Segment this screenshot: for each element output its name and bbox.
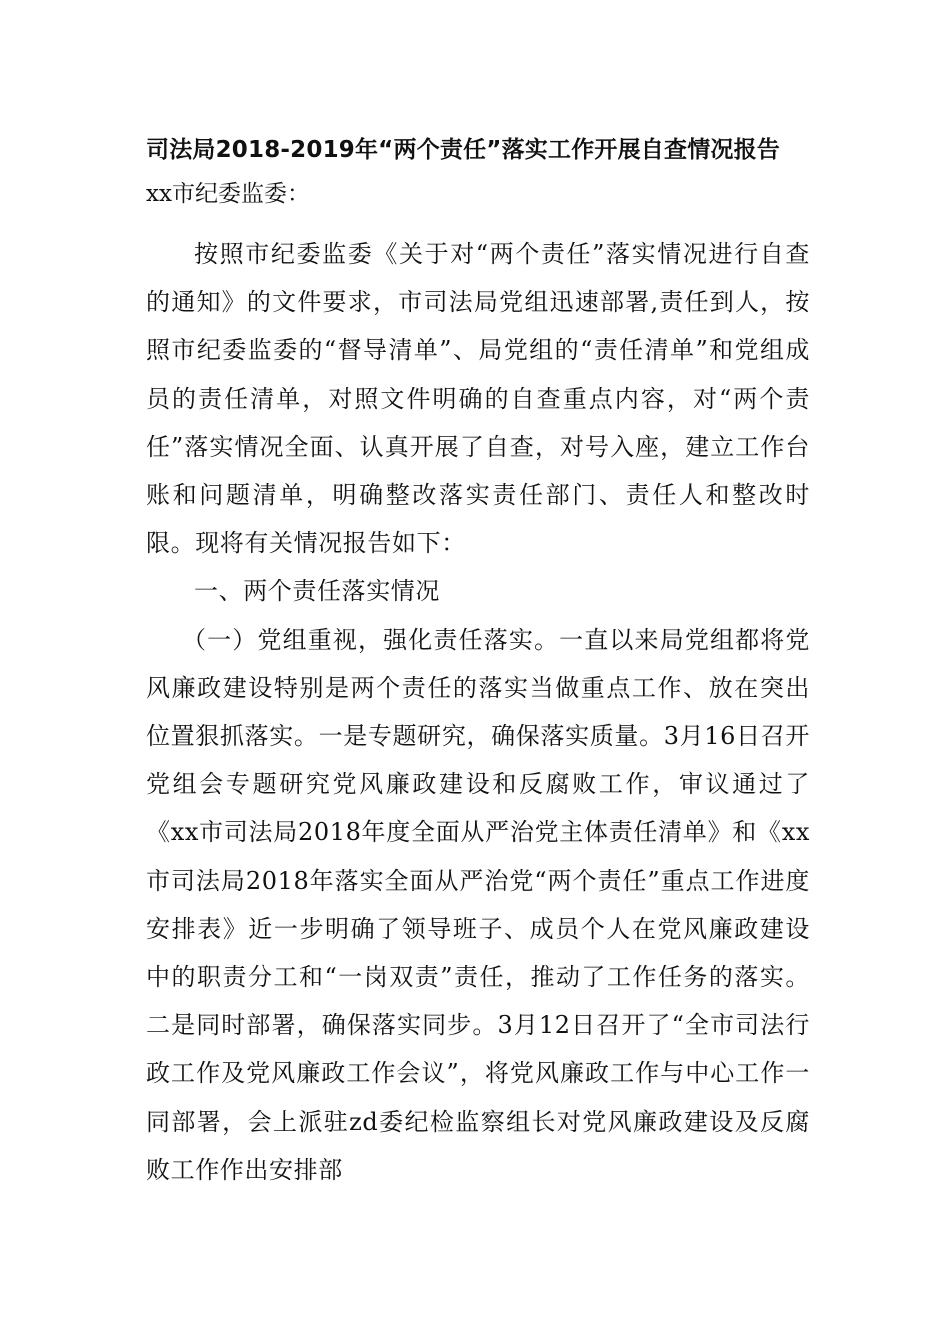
- document-body: [146, 128, 810, 1194]
- section-heading: 一、两个责任落实情况: [194, 577, 440, 606]
- document-title: 司法局2018-2019年“两个责任”落实工作开展自查情况报告: [146, 137, 781, 163]
- section-paragraph: （一）党组重视，强化责任落实。一直以来局党组都将党风廉政建设特别是两个责任的落实当做重点工作、放在突出位置狠抓落实。一是专题研究，确保落实质量。3月16日召开党组会专题研究党风廉政建设和反腐败工作，审议通过了《xx市司法局2018年度全面从严治党主体责任清单》和《xx市司法局2018年落实全面从严治党“两个责任”重点工作进度安排表》近一步明确了领导班子、成员个人在党风廉政建设中的职责分工和“一岗双责”责任，推动了工作任务的落实。二是同时部署，确保落实同步。3月12日召开了“全市司法行政工作及党风廉政工作会议”，将党风廉政工作与中心工作一同部署，会上派驻zd委纪检监察组长对党风廉政建设及反腐败工作作出安排部: [146, 625, 810, 1184]
- intro-paragraph: 按照市纪委监委《关于对“两个责任”落实情况进行自查的通知》的文件要求，市司法局党组迅速部署,责任到人，按照市纪委监委的“督导清单”、局党组的“责任清单”和党组成员的责任清单，对照文件明确的自查重点内容，对“两个责任”落实情况全面、认真开展了自查，对号入座，建立工作台账和问题清单，明确整改落实责任部门、责任人和整改时限。现将有关情况报告如下：: [146, 240, 810, 558]
- salutation: xx市纪委监委：: [146, 181, 310, 207]
